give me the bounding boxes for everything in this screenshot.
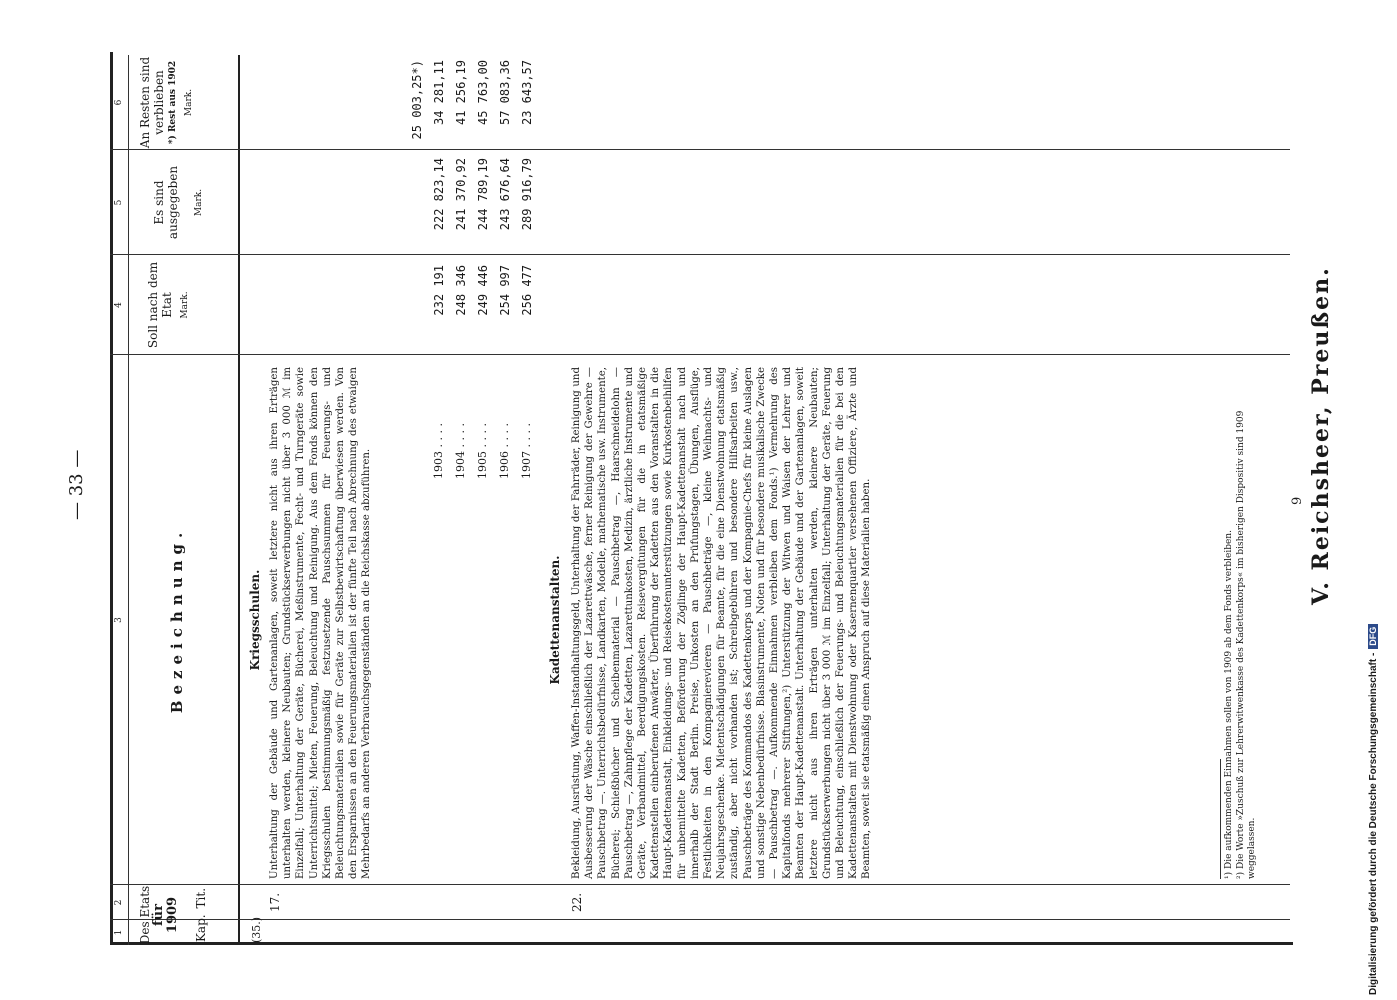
sheet-number: 9 <box>1290 496 1305 505</box>
col-num-2: 2 <box>114 899 124 906</box>
year-row-label: 1904 . . . . <box>454 423 467 479</box>
chapter-title: V. Reichsheer, Preußen. <box>1308 266 1334 605</box>
header-resten-text: An Resten sind verblieben <box>138 56 166 149</box>
rest-value: 57 083,36 <box>498 60 512 126</box>
year-row-label: 1903 . . . . <box>432 423 445 479</box>
header-resten-unit: Mark. <box>184 88 194 117</box>
digitization-text: Digitalisierung gefördert durch die Deutsche Forschungsgemeinschaft - <box>1368 652 1379 995</box>
footnote-1: ¹) Die aufkommenden Einnahmen sollen von 1909 ab dem Fonds verbleiben. <box>1224 530 1234 879</box>
rest-value: 45 763,00 <box>476 60 490 126</box>
soll-value: 232 191 <box>432 265 446 316</box>
header-etat <box>138 885 208 945</box>
soll-value: 256 477 <box>520 265 534 316</box>
section-title-kadettenanstalten: Kadettenanstalten. <box>548 555 562 685</box>
header-soll-text: Soll nach dem Etat <box>146 261 174 349</box>
header-ausgegeben-unit: Mark. <box>194 188 204 217</box>
ausgegeben-value: 289 916,79 <box>520 158 534 231</box>
rule-col5 <box>110 149 1290 150</box>
tit-17: 17. <box>268 892 282 913</box>
rest-1902: 25 003,25*) <box>410 60 424 140</box>
rule-col1 <box>110 919 1290 920</box>
col-num-3: 3 <box>114 617 124 623</box>
header-rule-bottom <box>238 55 240 945</box>
year-row-label: 1905 . . . . <box>476 423 489 479</box>
budget-table <box>110 45 1290 945</box>
footnote-rule <box>1220 759 1221 879</box>
ausgegeben-value: 241 370,92 <box>454 158 468 231</box>
digitization-note <box>1368 624 1379 995</box>
header-resten-note: *) Rest aus 1902 <box>168 60 178 145</box>
col-num-4: 4 <box>114 302 124 308</box>
ausgegeben-value: 222 823,14 <box>432 158 446 231</box>
rule-col2 <box>110 884 1290 885</box>
kap-ref: (35.) <box>250 916 263 943</box>
header-kap-tit <box>194 885 208 945</box>
col-num-6: 6 <box>114 99 124 106</box>
section-text-kriegsschulen: Unterhaltung der Gebäude und Gartenanlagen, soweit letztere nicht aus ihren Erträgen unterhalten werden, kleinere Neubauten; Grundstückserwerbungen nicht über 3 000 ℳ im Einzelfall; Unterhaltung der Geräte, Bücherei, Meßinstrumente, Fecht- und Turngeräte sowie Unterrichtsmittel; Mieten, Feuerung, Beleuchtung und Reinigung. Aus dem Fonds können den Kriegsschulen bestimmungsmäßig festzusetzende Pauschsummen für Feuerungs- und Beleuchtungsmaterialien sowie für Geräte zur Selbstbewirtschaftung überwiesen werden. Von den Ersparnissen an den Feuerungsmaterialien ist der fünfte Teil nach Abrechnung des etwaigen Mehrbedarfs an anderen Verbrauchsgegenständen an die Reichskasse abzuführen. <box>269 367 373 879</box>
col-num-5: 5 <box>114 199 124 206</box>
rest-value: 23 643,57 <box>520 60 534 126</box>
header-ausgegeben-text: Es sind ausgegeben <box>152 165 180 240</box>
tit-22: 22. <box>570 892 584 913</box>
rest-value: 34 281,11 <box>432 60 446 126</box>
header-resten <box>138 55 196 150</box>
header-etat-year: für 1909 <box>151 896 180 934</box>
rule-col4 <box>110 254 1290 255</box>
rule-col3 <box>110 354 1290 355</box>
year-row-label: 1906 . . . . <box>498 423 511 479</box>
header-etat-label: Des Etats <box>138 885 152 945</box>
ausgegeben-value: 244 789,19 <box>476 158 490 231</box>
col-num-1: 1 <box>114 929 124 936</box>
ausgegeben-value: 243 676,64 <box>498 158 512 231</box>
dfg-logo: DFG <box>1368 624 1378 649</box>
rest-value: 41 256,19 <box>454 60 468 126</box>
footnote-2: ²) Die Worte »Zuschuß zur Lehrerwitwenkasse des Kadettenkorps« im bisherigen Dispositiv sind 1909 weggelassen. <box>1236 410 1257 879</box>
soll-value: 248 346 <box>454 265 468 316</box>
soll-value: 249 446 <box>476 265 490 316</box>
page-number: — 33 — <box>66 449 87 520</box>
header-kap: Kap. <box>194 914 208 943</box>
header-soll-unit: Mark. <box>180 291 190 319</box>
header-soll <box>146 255 192 355</box>
year-row-label: 1907 . . . . <box>520 423 533 479</box>
header-tit: Tit. <box>194 887 208 909</box>
header-rule-top <box>128 55 129 945</box>
section-text-kadettenanstalten: Bekleidung, Ausrüstung, Waffen-Instandhaltungsgeld, Unterhaltung der Fahrräder, Reinigung und Ausbesserung der Wäsche einschließlich der Lazarettwäsche, ferner Reinigung der Gewehre — Pauschbetrag —. Unterrichtsbedürfnisse, Landkarten, Modelle, mathematische usw. Instrumente, Bücherei; Schießbücher und Scheibenmaterial — Pauschbetrag —, Haarschneidelohn — Pauschbetrag —, Zahnpflege der Kadetten, Lazarettunkosten, Medizin, ärztliche Instrumente und Geräte, Verbandmittel, Beerdigungskosten. Reisevergütungen für die in etatsmäßige Kadettenstellen einberufenen Anwärter, Überführung der Kadetten aus den Voranstalten in die Haupt-Kadettenanstalt, Einkleidungs- und Reisekostenunterstützungen sowie Kurkostenbeihilfen für unbemittelte Kadetten, Beförderung der Zöglinge der Haupt-Kadettenanstalt nach und innerhalb der Stadt Berlin. Preise, Unkosten an den Prüfungstagen, Übungen, Ausflüge, Festlichkeiten in den Kompagnierevieren — Pauschbeträge —, kleine Weihnachts- und Neujahrsgeschenke. Mietentschädigungen für Beamte, für die eine Dienstwohnung etatsmäßig zuständig, aber nicht vorhanden ist; Schreibgebühren und besondere Hilfsarbeiten usw., Pauschbeträge des Kommandos des Kadettenkorps und der Kompagnie-Chefs für kleine Auslagen und sonstige Nebenbedürfnisse. Blasinstrumente, Noten und für besondere musikalische Zwecke — Pauschbetrag —. Aufkommende Einnahmen verbleiben dem Fonds.¹) Vermehrung des Kapitalfonds mehrerer Stiftungen,²) Unterstützung der Witwen und Waisen der Lehrer und Beamten der Haupt-Kadettenanstalt. Unterhaltung der Gebäude und der Gartenanlagen, soweit letztere nicht aus ihren Erträgen unterhalten werden, kleinere Neubauten; Grundstückserwerbungen nicht über 3 000 ℳ im Einzelfall; Unterhaltung der Geräte, Feuerung und Beleuchtung, einschließlich der Feuerungs- und Beleuchtungsmaterialien für die bei den Kadettenanstalten mit Dienstwohnung oder Kasernenquartier versehenen Offiziere, Ärzte und Beamten, soweit sie etatsmäßig einen Anspruch auf diese Materialien haben. <box>571 367 873 879</box>
header-bezeichnung: Bezeichnung. <box>168 526 186 714</box>
section-title-kriegsschulen: Kriegsschulen. <box>248 569 262 671</box>
header-ausgegeben <box>152 150 206 255</box>
soll-value: 254 997 <box>498 265 512 316</box>
